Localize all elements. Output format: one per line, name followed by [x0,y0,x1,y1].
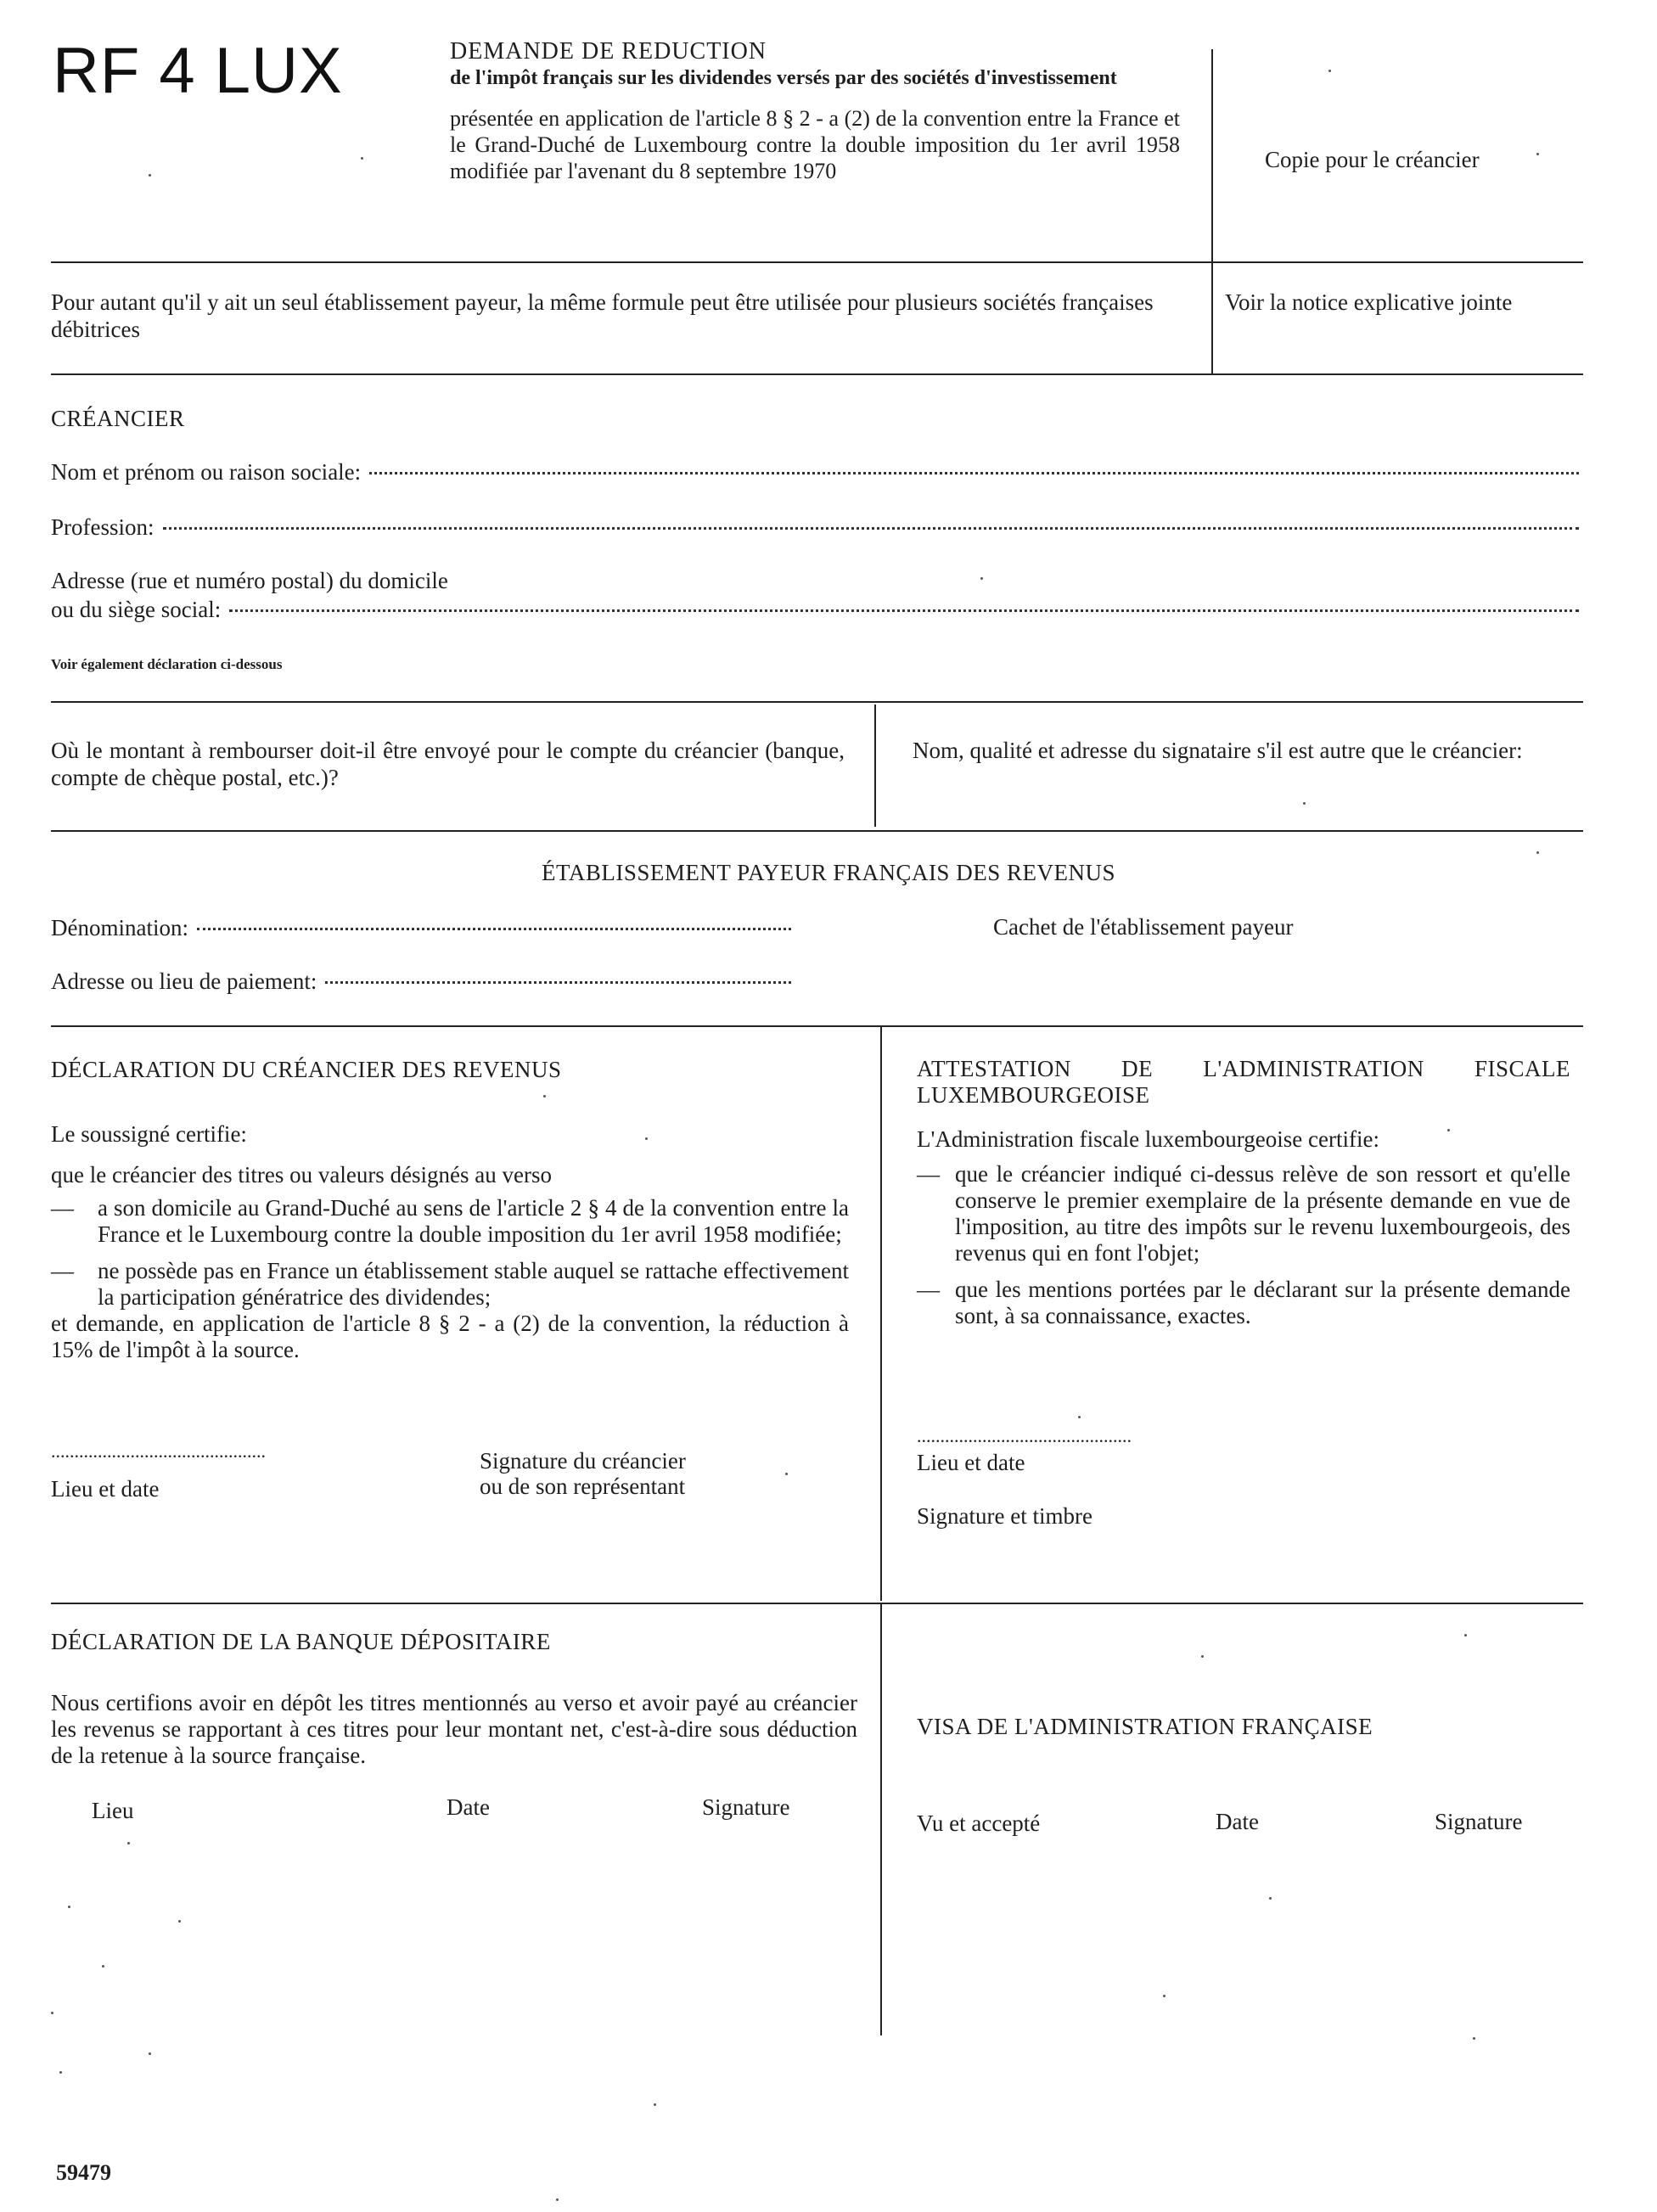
declaration-heading: DÉCLARATION DU CRÉANCIER DES REVENUS [51,1057,562,1082]
attestation-section [917,1056,1570,1329]
banque-heading: DÉCLARATION DE LA BANQUE DÉPOSITAIRE [51,1629,551,1654]
scan-speck [149,174,151,177]
scan-speck [556,2198,559,2201]
legal-basis: présentée en application de l'article 8 § 2 - a (2) de la convention entre la France et le Grand-Duché de Luxembourg contre la double imposition du 1er avril 1958 modifiée par l'avenant du 8 septembre 1970 [450,106,1180,183]
notice-text: Pour autant qu'il y ait un seul établissement payeur, la même formule peut être utilisée pour plusieurs sociétés françaises débitrices [51,289,1154,342]
copy-label: Copie pour le créancier [1265,147,1480,172]
scan-speck [361,157,363,160]
banque-signature-column: Signature [702,1794,790,1820]
scan-speck [980,577,983,580]
declaration-subject: que le créancier des titres ou valeurs désignés au verso [51,1162,553,1187]
address-dots [229,609,1579,612]
attestation-place-date-dots: .............................................. [917,1426,1132,1446]
declaration-item-2-text: ne possède pas en France un établissement stable auquel se rattache effectivement la participation génératrice des dividendes; [98,1258,849,1310]
scan-speck [785,1473,788,1475]
stamp-label: Cachet de l'établissement payeur [993,914,1294,940]
declaration-place-date-dots: .............................................. [51,1441,266,1462]
rule-5 [51,1025,1583,1027]
scan-speck [645,1137,648,1140]
visa-signature-column: Signature [1435,1809,1523,1834]
denomination-label: Dénomination: [51,915,188,940]
declaration-request: et demande, en application de l'article 8 § 2 - a (2) de la convention, la réduction à 15% de l'impôt à la source. [51,1311,849,1362]
rule-4 [51,830,1583,832]
scan-speck [1201,1655,1204,1658]
scan-speck [59,2071,62,2074]
dash-4: — [917,1277,940,1302]
denomination-field[interactable] [51,914,791,942]
notice-reference: Voir la notice explicative jointe [1225,289,1513,315]
scan-speck [51,2012,53,2014]
profession-label: Profession: [51,514,154,540]
scan-speck [1464,1634,1467,1637]
name-label: Nom et prénom ou raison sociale: [51,459,362,485]
declaration-place-date: Lieu et date [51,1476,160,1502]
declaration-divider [880,1027,882,1601]
scan-speck [543,1095,546,1098]
scan-speck [102,1965,104,1968]
rule-2 [51,373,1583,375]
name-dots [369,472,1579,474]
attestation-item-1-text: que le créancier indiqué ci-dessus relève de son ressort et qu'elle conserve le premier exemplaire de la présente demande en vue de l'imposition, au titre des impôts sur le revenu luxembourgeois, des revenus qui en font l'objet; [955,1161,1570,1266]
scan-speck [68,1906,70,1908]
attestation-item-2 [917,1277,1570,1329]
dash-1: — [51,1195,74,1221]
banque-section [51,1628,857,1769]
attestation-place-date: Lieu et date [917,1450,1025,1475]
notice-divider [1211,263,1213,373]
payment-address-field[interactable] [51,968,791,996]
rule-3 [51,701,1583,703]
scan-speck [1473,2037,1475,2040]
rule-1 [51,261,1583,263]
etablissement-heading: ÉTABLISSEMENT PAYEUR FRANÇAIS DES REVENUS [542,860,1115,885]
attestation-intro: L'Administration fiscale luxembourgeoise certifie: [917,1126,1379,1152]
denomination-dots [197,928,791,930]
attestation-heading: ATTESTATION DE L'ADMINISTRATION FISCALE LUXEMBOURGEOISE [917,1056,1570,1108]
declaration-signature-1: Signature du créancier [480,1448,686,1474]
title-line-1: DEMANDE DE REDUCTION [450,38,767,65]
title-line-2: de l'impôt français sur les dividendes versés par des sociétés d'investissement [450,67,1117,89]
attestation-item-2-text: que les mentions portées par le déclarant sur la présente demande sont, à sa connaissance, exactes. [955,1277,1570,1328]
scan-speck [1163,1995,1166,1997]
attestation-signature: Signature et timbre [917,1503,1092,1529]
scan-speck [178,1920,181,1923]
scan-speck [149,2052,151,2055]
attestation-item-1 [917,1161,1570,1266]
visa-date-column: Date [1216,1809,1259,1834]
declaration-signature-2: ou de son représentant [480,1474,686,1499]
declaration-item-2 [51,1258,849,1311]
rule-6 [51,1603,1583,1604]
payment-address-label: Adresse ou lieu de paiement: [51,968,317,994]
payment-destination-label: Où le montant à rembourser doit-il être envoyé pour le compte du créancier (banque, compte de chèque postal, etc.)? [51,738,845,790]
name-field[interactable] [51,458,1579,486]
address-field[interactable] [51,596,1579,624]
payment-address-dots [325,981,791,984]
scan-speck [1536,851,1539,854]
dash-2: — [51,1258,74,1283]
banque-place-column: Lieu [92,1798,134,1823]
banque-text: Nous certifions avoir en dépôt les titres mentionnés au verso et avoir payé au créancier les revenus se rapportant à ces titres pour leur montant net, c'est-à-dire sous déduction de la retenue à la source française. [51,1690,857,1768]
payment-divider [874,705,876,827]
banque-date-column: Date [447,1794,490,1820]
scan-speck [654,2103,656,2106]
form-code: RF 4 LUX [53,35,343,107]
scan-speck [1303,802,1306,805]
see-also-note: Voir également déclaration ci-dessous [51,656,283,672]
declaration-intro: Le soussigné certifie: [51,1121,247,1147]
declaration-item-1-text: a son domicile au Grand-Duché au sens de l'article 2 § 4 de la convention entre la France et le Luxembourg contre la double imposition du 1er avril 1958 modifiée; [98,1195,849,1247]
banque-divider [880,1604,882,2035]
declaration-item-1 [51,1195,849,1248]
declaration-section [51,1056,849,1363]
signatory-label: Nom, qualité et adresse du signataire s'il est autre que le créancier: [913,738,1523,763]
scan-speck [1536,153,1539,155]
visa-accepted-column: Vu et accepté [917,1811,1041,1836]
scan-speck [1269,1897,1272,1900]
form-title [450,37,1180,184]
address-label-line2: ou du siège social: [51,597,222,622]
header-divider [1211,49,1213,261]
visa-heading: VISA DE L'ADMINISTRATION FRANÇAISE [917,1714,1373,1739]
creancier-heading: CRÉANCIER [51,406,185,431]
profession-dots [163,527,1580,530]
address-label-line1: Adresse (rue et numéro postal) du domicile [51,568,448,593]
profession-field[interactable] [51,514,1579,542]
scan-speck [127,1842,130,1844]
scan-speck [1328,70,1331,72]
scan-speck [1078,1416,1081,1418]
scan-speck [1447,1129,1450,1131]
dash-3: — [917,1161,940,1187]
form-number: 59479 [56,2160,111,2185]
